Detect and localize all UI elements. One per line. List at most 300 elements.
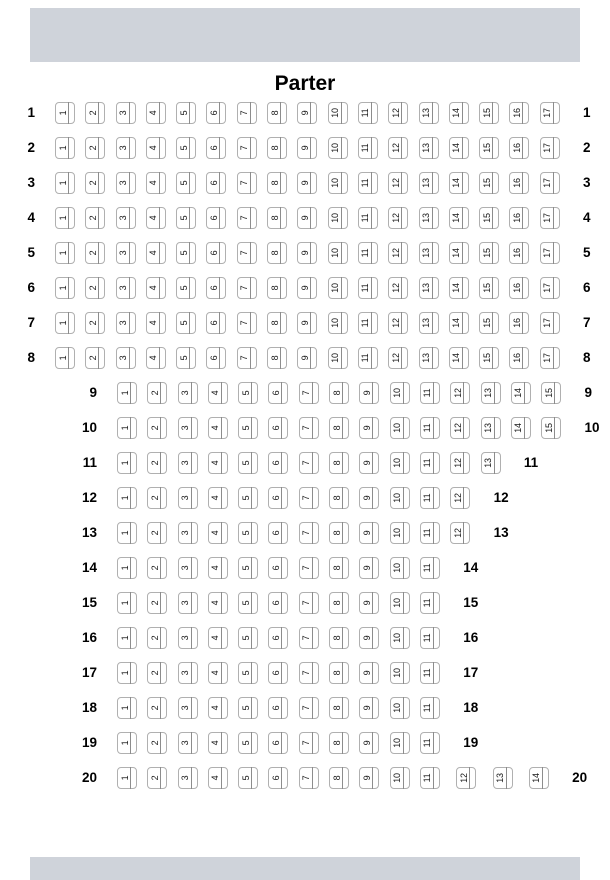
seat[interactable] [388, 312, 408, 334]
seat[interactable] [529, 767, 549, 789]
seat-number: 11 [360, 353, 371, 362]
seat[interactable] [299, 452, 319, 474]
seat[interactable] [359, 697, 379, 719]
seat[interactable] [449, 277, 469, 299]
seat[interactable] [268, 382, 288, 404]
seat[interactable] [511, 417, 531, 439]
seat[interactable] [540, 137, 560, 159]
seat[interactable] [178, 592, 198, 614]
seat[interactable] [208, 662, 228, 684]
seat[interactable] [420, 557, 440, 579]
seat[interactable] [206, 242, 226, 264]
seat[interactable] [388, 277, 408, 299]
seat[interactable] [329, 662, 349, 684]
seat[interactable] [178, 767, 198, 789]
seat[interactable] [237, 347, 257, 369]
seat[interactable] [390, 382, 410, 404]
seat[interactable] [420, 767, 440, 789]
seat[interactable] [493, 767, 513, 789]
seat[interactable] [359, 627, 379, 649]
seat[interactable] [116, 172, 136, 194]
seat[interactable] [208, 697, 228, 719]
seat[interactable] [238, 487, 258, 509]
seat[interactable] [420, 417, 440, 439]
seat[interactable] [479, 207, 499, 229]
seat[interactable] [238, 417, 258, 439]
seat[interactable] [178, 487, 198, 509]
seat[interactable] [358, 102, 378, 124]
seat[interactable] [299, 662, 319, 684]
seat[interactable] [390, 662, 410, 684]
seat[interactable] [237, 172, 257, 194]
seat[interactable] [238, 452, 258, 474]
seat[interactable] [359, 487, 379, 509]
seat[interactable] [390, 767, 410, 789]
seat[interactable] [420, 382, 440, 404]
seat[interactable] [116, 277, 136, 299]
seat[interactable] [299, 697, 319, 719]
seat[interactable] [117, 627, 137, 649]
seat[interactable] [540, 347, 560, 369]
seat[interactable] [450, 452, 470, 474]
seat[interactable] [297, 312, 317, 334]
seat[interactable] [206, 347, 226, 369]
seat[interactable] [208, 382, 228, 404]
seat[interactable] [358, 312, 378, 334]
seat[interactable] [419, 102, 439, 124]
seat[interactable] [176, 172, 196, 194]
seat[interactable] [147, 487, 167, 509]
seat-row [0, 486, 610, 509]
seat[interactable] [116, 207, 136, 229]
seat-number: 9 [299, 110, 310, 115]
seat[interactable] [299, 627, 319, 649]
seat[interactable] [267, 277, 287, 299]
seat[interactable] [85, 137, 105, 159]
seat[interactable] [208, 627, 228, 649]
seat[interactable] [208, 452, 228, 474]
seat[interactable] [509, 312, 529, 334]
seat[interactable] [390, 592, 410, 614]
seat[interactable] [299, 767, 319, 789]
seat[interactable] [449, 172, 469, 194]
seat[interactable] [540, 102, 560, 124]
seat[interactable] [267, 242, 287, 264]
seat[interactable] [419, 312, 439, 334]
seat[interactable] [299, 732, 319, 754]
seat[interactable] [206, 207, 226, 229]
seat[interactable] [208, 557, 228, 579]
seat[interactable] [55, 277, 75, 299]
seat[interactable] [178, 522, 198, 544]
seat[interactable] [456, 767, 476, 789]
seat[interactable] [419, 242, 439, 264]
seat[interactable] [329, 487, 349, 509]
seat[interactable] [178, 417, 198, 439]
seat[interactable] [85, 207, 105, 229]
seat[interactable] [390, 452, 410, 474]
seat[interactable] [147, 382, 167, 404]
seat[interactable] [85, 242, 105, 264]
seat[interactable] [390, 732, 410, 754]
seat[interactable] [147, 697, 167, 719]
seat[interactable] [237, 277, 257, 299]
seat[interactable] [267, 207, 287, 229]
seat[interactable] [359, 382, 379, 404]
seat[interactable] [55, 347, 75, 369]
seat-number: 10 [330, 142, 341, 153]
seat[interactable] [328, 277, 348, 299]
seat[interactable] [55, 102, 75, 124]
seat[interactable] [206, 172, 226, 194]
seat[interactable] [299, 592, 319, 614]
seat[interactable] [206, 312, 226, 334]
seat[interactable] [481, 417, 501, 439]
seat[interactable] [390, 487, 410, 509]
seat[interactable] [238, 662, 258, 684]
seat[interactable] [419, 347, 439, 369]
seat[interactable] [419, 277, 439, 299]
seat-number: 4 [210, 390, 221, 395]
seat[interactable] [55, 312, 75, 334]
seat[interactable] [540, 312, 560, 334]
seat[interactable] [268, 732, 288, 754]
seat[interactable] [450, 522, 470, 544]
seat[interactable] [117, 487, 137, 509]
seat[interactable] [359, 732, 379, 754]
seat[interactable] [388, 242, 408, 264]
seat[interactable] [116, 312, 136, 334]
seat[interactable] [541, 382, 561, 404]
seat[interactable] [176, 312, 196, 334]
seat[interactable] [176, 242, 196, 264]
seat[interactable] [117, 732, 137, 754]
seat[interactable] [419, 172, 439, 194]
seat[interactable] [328, 312, 348, 334]
seat[interactable] [237, 137, 257, 159]
seat[interactable] [238, 697, 258, 719]
seat[interactable] [359, 767, 379, 789]
seat[interactable] [208, 767, 228, 789]
seat[interactable] [359, 557, 379, 579]
seat[interactable] [85, 312, 105, 334]
seat[interactable] [238, 767, 258, 789]
seat[interactable] [117, 382, 137, 404]
seat[interactable] [117, 592, 137, 614]
seat[interactable] [509, 172, 529, 194]
seat[interactable] [146, 207, 166, 229]
seat[interactable] [267, 312, 287, 334]
seat[interactable] [479, 277, 499, 299]
row-label-right: 11 [523, 455, 539, 470]
seat-number: 13 [421, 247, 432, 258]
seat[interactable] [359, 522, 379, 544]
seat[interactable] [117, 522, 137, 544]
seat[interactable] [85, 277, 105, 299]
seat[interactable] [479, 347, 499, 369]
seat[interactable] [420, 452, 440, 474]
seat[interactable] [420, 697, 440, 719]
seat[interactable] [420, 732, 440, 754]
seat[interactable] [55, 172, 75, 194]
seat[interactable] [238, 557, 258, 579]
seat[interactable] [238, 592, 258, 614]
seat[interactable] [297, 137, 317, 159]
seat[interactable] [509, 242, 529, 264]
seat[interactable] [390, 697, 410, 719]
seat[interactable] [450, 382, 470, 404]
seat[interactable] [328, 242, 348, 264]
seat[interactable] [146, 172, 166, 194]
seat[interactable] [358, 347, 378, 369]
seat[interactable] [358, 277, 378, 299]
seat[interactable] [146, 347, 166, 369]
seat[interactable] [208, 592, 228, 614]
seat[interactable] [176, 277, 196, 299]
seat[interactable] [176, 137, 196, 159]
seat-row [0, 766, 610, 789]
seat-number: 4 [210, 600, 221, 605]
seat[interactable] [388, 172, 408, 194]
seat[interactable] [328, 137, 348, 159]
seat[interactable] [359, 452, 379, 474]
seat[interactable] [509, 102, 529, 124]
seat-number: 6 [270, 600, 281, 605]
seat[interactable] [238, 522, 258, 544]
seat[interactable] [540, 277, 560, 299]
seat[interactable] [147, 767, 167, 789]
seat[interactable] [147, 557, 167, 579]
seat-number: 3 [118, 110, 129, 115]
seat[interactable] [176, 102, 196, 124]
seat[interactable] [358, 242, 378, 264]
seat[interactable] [449, 242, 469, 264]
seat[interactable] [299, 382, 319, 404]
seat[interactable] [146, 242, 166, 264]
seat[interactable] [329, 557, 349, 579]
seat[interactable] [540, 207, 560, 229]
seat[interactable] [85, 102, 105, 124]
seat[interactable] [420, 592, 440, 614]
seat[interactable] [116, 102, 136, 124]
seat[interactable] [238, 732, 258, 754]
seat[interactable] [297, 172, 317, 194]
seat[interactable] [268, 627, 288, 649]
seat[interactable] [388, 102, 408, 124]
seat[interactable] [479, 242, 499, 264]
seat[interactable] [297, 277, 317, 299]
seat[interactable] [117, 557, 137, 579]
seat[interactable] [267, 172, 287, 194]
seat[interactable] [329, 732, 349, 754]
seat[interactable] [449, 312, 469, 334]
row-label-left: 5 [27, 245, 35, 260]
seat[interactable] [299, 522, 319, 544]
seat[interactable] [328, 347, 348, 369]
seat[interactable] [297, 347, 317, 369]
seat[interactable] [116, 347, 136, 369]
seat[interactable] [147, 452, 167, 474]
seat[interactable] [509, 277, 529, 299]
seat[interactable] [208, 417, 228, 439]
seat[interactable] [268, 452, 288, 474]
seat[interactable] [299, 417, 319, 439]
seat[interactable] [267, 347, 287, 369]
seat[interactable] [117, 662, 137, 684]
seat[interactable] [268, 662, 288, 684]
seat-number: 16 [511, 142, 522, 153]
seat[interactable] [267, 102, 287, 124]
seat[interactable] [146, 312, 166, 334]
seat[interactable] [178, 732, 198, 754]
seat[interactable] [540, 242, 560, 264]
seat[interactable] [329, 627, 349, 649]
seat[interactable] [420, 487, 440, 509]
seat[interactable] [208, 522, 228, 544]
seat[interactable] [237, 102, 257, 124]
seat[interactable] [178, 382, 198, 404]
seat[interactable] [116, 242, 136, 264]
seat[interactable] [208, 732, 228, 754]
seat[interactable] [390, 557, 410, 579]
seat[interactable] [176, 207, 196, 229]
seat[interactable] [328, 172, 348, 194]
seat[interactable] [147, 592, 167, 614]
seat[interactable] [147, 732, 167, 754]
seat[interactable] [117, 452, 137, 474]
seat[interactable] [479, 312, 499, 334]
seat[interactable] [268, 767, 288, 789]
seat[interactable] [208, 487, 228, 509]
seat[interactable] [146, 137, 166, 159]
seat[interactable] [178, 627, 198, 649]
seat[interactable] [449, 102, 469, 124]
seat[interactable] [509, 137, 529, 159]
seat[interactable] [268, 592, 288, 614]
seat[interactable] [329, 417, 349, 439]
seat[interactable] [147, 417, 167, 439]
seat[interactable] [299, 557, 319, 579]
seat[interactable] [479, 137, 499, 159]
seat[interactable] [481, 382, 501, 404]
seat[interactable] [268, 557, 288, 579]
seat[interactable] [238, 627, 258, 649]
seat[interactable] [237, 312, 257, 334]
seat[interactable] [55, 242, 75, 264]
seat[interactable] [55, 137, 75, 159]
seat[interactable] [420, 522, 440, 544]
seat[interactable] [55, 207, 75, 229]
seat[interactable] [147, 627, 167, 649]
seat[interactable] [449, 347, 469, 369]
seat[interactable] [117, 697, 137, 719]
seat[interactable] [479, 102, 499, 124]
seat[interactable] [388, 347, 408, 369]
seat[interactable] [178, 697, 198, 719]
seat[interactable] [85, 347, 105, 369]
seat[interactable] [176, 347, 196, 369]
seat[interactable] [359, 592, 379, 614]
seat[interactable] [268, 522, 288, 544]
seat[interactable] [117, 767, 137, 789]
seat[interactable] [268, 417, 288, 439]
seat[interactable] [358, 172, 378, 194]
seat[interactable] [299, 487, 319, 509]
seat[interactable] [268, 487, 288, 509]
seat[interactable] [358, 137, 378, 159]
seat[interactable] [178, 662, 198, 684]
seat[interactable] [390, 522, 410, 544]
seat[interactable] [388, 207, 408, 229]
seat[interactable] [178, 452, 198, 474]
seat[interactable] [85, 172, 105, 194]
seat[interactable] [509, 207, 529, 229]
seat[interactable] [329, 592, 349, 614]
seat[interactable] [147, 662, 167, 684]
seat[interactable] [146, 102, 166, 124]
seat[interactable] [359, 417, 379, 439]
seat[interactable] [390, 627, 410, 649]
seat[interactable] [238, 382, 258, 404]
seat[interactable] [329, 767, 349, 789]
seat-number: 17 [542, 352, 553, 363]
seat[interactable] [206, 137, 226, 159]
seat[interactable] [509, 347, 529, 369]
seat[interactable] [329, 697, 349, 719]
seat[interactable] [449, 207, 469, 229]
seat[interactable] [329, 382, 349, 404]
seat[interactable] [178, 557, 198, 579]
seat[interactable] [146, 277, 166, 299]
seat[interactable] [358, 207, 378, 229]
seat[interactable] [329, 452, 349, 474]
seat-number: 6 [270, 530, 281, 535]
seat[interactable] [540, 172, 560, 194]
seat[interactable] [541, 417, 561, 439]
seat[interactable] [267, 137, 287, 159]
seat-number: 15 [543, 387, 554, 398]
seat[interactable] [328, 102, 348, 124]
seat[interactable] [328, 207, 348, 229]
seat[interactable] [297, 242, 317, 264]
seat[interactable] [116, 137, 136, 159]
seat[interactable] [237, 207, 257, 229]
seat[interactable] [206, 102, 226, 124]
seat[interactable] [390, 417, 410, 439]
seat[interactable] [388, 137, 408, 159]
seat[interactable] [419, 137, 439, 159]
seat[interactable] [297, 207, 317, 229]
seat[interactable] [450, 487, 470, 509]
seat[interactable] [268, 697, 288, 719]
seat[interactable] [450, 417, 470, 439]
seat[interactable] [511, 382, 531, 404]
seat[interactable] [297, 102, 317, 124]
seat[interactable] [237, 242, 257, 264]
seat[interactable] [420, 627, 440, 649]
seat[interactable] [329, 522, 349, 544]
seat[interactable] [419, 207, 439, 229]
seat[interactable] [449, 137, 469, 159]
seat[interactable] [481, 452, 501, 474]
seat-group [117, 382, 571, 404]
seat[interactable] [117, 417, 137, 439]
seat[interactable] [479, 172, 499, 194]
seat[interactable] [206, 277, 226, 299]
seat[interactable] [420, 662, 440, 684]
seat[interactable] [359, 662, 379, 684]
seat[interactable] [147, 522, 167, 544]
